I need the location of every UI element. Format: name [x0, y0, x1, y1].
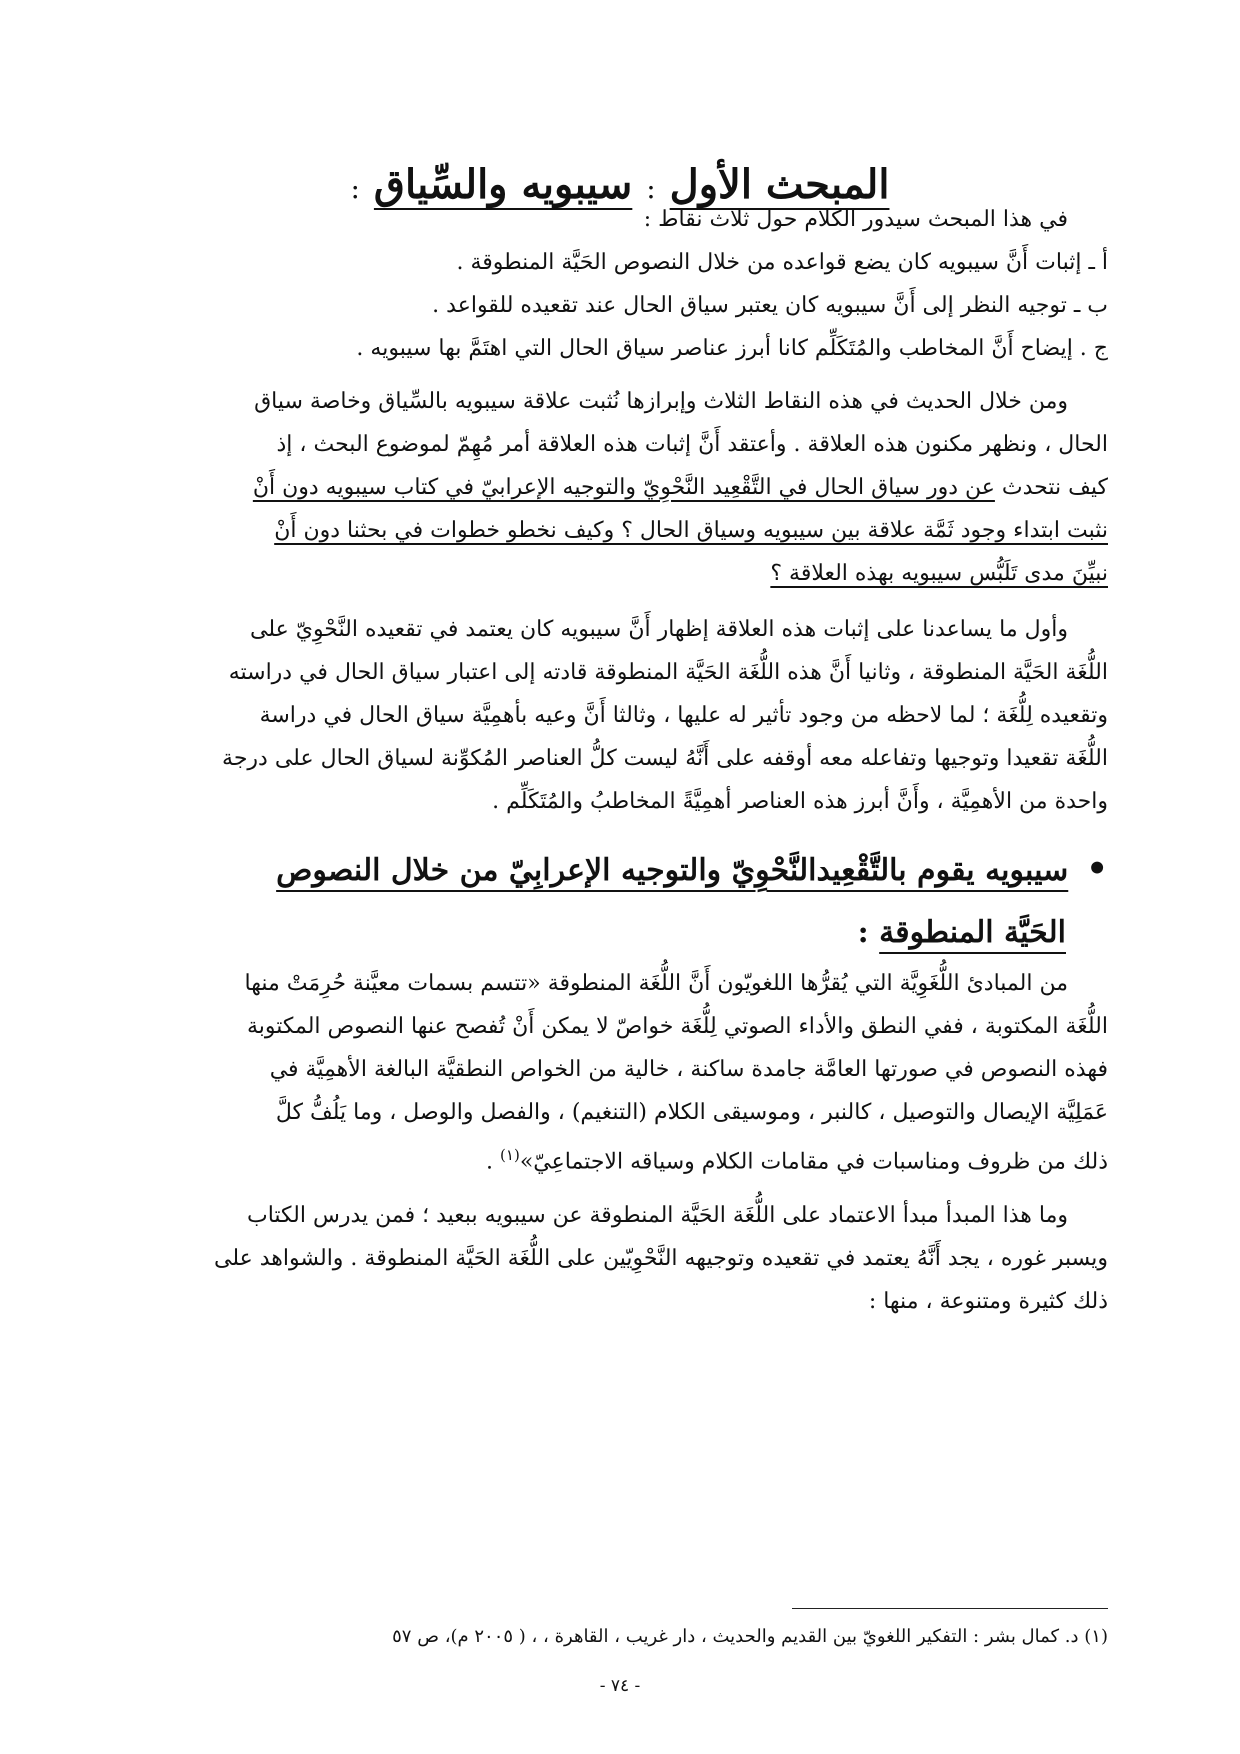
- section-heading-line2: [118, 902, 1108, 964]
- footnote: (١) د. كمال بشر : التفكير اللغويّ بين القديم والحديث ، دار غريب ، القاهرة ، ، ( ٢٠٠٥ م)، ص ٥٧: [392, 1626, 1108, 1647]
- para1-line-underlined: نبيِّنَ مدى تَلَبُّس سيبويه بهذه العلاقة ؟: [770, 561, 1108, 586]
- intro-lead: في هذا المبحث سيدور الكلام حول ثلاث نقاط :: [643, 207, 1068, 232]
- para3-line: اللُّغَة المكتوبة ، ففي النطق والأداء الصوتي لِلُّغَة خواصّ لا يمكن أَنْ تُفصح عنها النصوص المكتوبة: [246, 1014, 1108, 1039]
- section-heading-line1: [118, 838, 1108, 902]
- para4-line: وما هذا المبدأ مبدأ الاعتماد على اللُّغَة الحَيَّة المنطوقة عن سيبويه ببعيد ؛ فمن يدرس الكتاب: [246, 1203, 1068, 1228]
- paragraph-2: [118, 608, 1108, 823]
- para3-line: عَمَلِيَّة الإيصال والتوصيل ، كالنبر ، وموسيقى الكلام (التنغيم) ، والفصل والوصل ، وما يَلُفُّ كلَّ: [275, 1100, 1108, 1125]
- intro-point-a: أ ـ إثبات أَنَّ سيبويه كان يضع قواعده من خلال النصوص الحَيَّة المنطوقة .: [456, 250, 1108, 275]
- para3-line: فهذه النصوص في صورتها العامَّة جامدة ساكنة ، خالية من الخواص النطقيَّة البالغة الأهمِيَّة في: [269, 1057, 1108, 1082]
- intro-point-b: ب ـ توجيه النظر إلى أَنَّ سيبويه كان يعتبر سياق الحال عند تقعيده للقواعد .: [432, 293, 1108, 318]
- page-number: - ٧٤ -: [599, 1676, 641, 1696]
- section-heading-colon: :: [857, 915, 869, 950]
- footnote-divider: [792, 1608, 1108, 1609]
- paragraph-3: [118, 962, 1108, 1183]
- paragraph-1: [118, 380, 1108, 595]
- para1-line: [118, 466, 1108, 509]
- para2-line: وأول ما يساعدنا على إثبات هذه العلاقة إظهار أَنَّ سيبويه كان يعتمد في تقعيده النَّحْوِيّ على: [249, 617, 1068, 642]
- section-heading-text: سيبويه يقوم بالتَّقْعِيدالنَّحْوِيّ والتوجيه الإعرابِيّ من خلال النصوص: [276, 853, 1069, 888]
- para4-line: ويسبر غوره ، يجد أَنَّهُ يعتمد في تقعيده وتوجيهه النَّحْوِيّين على اللُّغَة الحَيَّة المنطوقة . والشواهد على: [214, 1246, 1108, 1271]
- para2-line: واحدة من الأهمِيَّة ، وأَنَّ أبرز هذه العناصر أهمِيَّةً المخاطبُ والمُتَكَلِّم .: [492, 789, 1108, 814]
- para1-line: الحال ، ونظهر مكنون هذه العلاقة . وأعتقد أَنَّ إثبات هذه العلاقة أمر مُهِمّ لموضوع البحث ، إذ: [276, 432, 1108, 457]
- para3-line: من المبادئ اللُّغَوِيَّة التي يُقرُّها اللغويّون أَنَّ اللُّغَة المنطوقة «تتسم بسمات معيَّنة حُرِمَتْ منها: [244, 971, 1068, 996]
- title-end: :: [350, 172, 360, 205]
- title-separator: :: [646, 172, 656, 205]
- para2-line: اللُّغَة الحَيَّة المنطوقة ، وثانيا أَنَّ هذه اللُّغَة الحَيَّة المنطوقة قادته إلى اعتبار سياق الحال في دراسته: [228, 660, 1108, 685]
- para1-line: ومن خلال الحديث في هذه النقاط الثلاث وإبرازها نُثبت علاقة سيبويه بالسِّياق وخاصة سياق: [254, 389, 1068, 414]
- footnote-ref: (١): [500, 1146, 520, 1164]
- para3-line: [118, 1134, 1108, 1183]
- para3-line5-end: .: [486, 1149, 501, 1175]
- intro-block: [118, 198, 1108, 370]
- section-heading: [118, 838, 1108, 964]
- para3-line5-text: ذلك من ظروف ومناسبات في مقامات الكلام وسياقه الاجتماعِيّ»: [519, 1149, 1108, 1175]
- para4-line: ذلك كثيرة ومتنوعة ، منها :: [868, 1289, 1108, 1314]
- title-sub: سيبويه والسِّياق: [373, 161, 633, 208]
- intro-point-c: ج . إيضاح أَنَّ المخاطب والمُتَكَلِّم كانا أبرز عناصر سياق الحال التي اهتَمَّ بها سيبويه .: [356, 336, 1108, 361]
- paragraph-4: [118, 1194, 1108, 1323]
- para1-line-underlined: نثبت ابتداء وجود ثَمَّة علاقة بين سيبويه وسياق الحال ؟ وكيف نخطو خطوات في بحثنا دون أَنْ: [274, 518, 1108, 543]
- section-heading-text: الحَيَّة المنطوقة: [879, 915, 1066, 950]
- para2-line: وتقعيده لِلُّغَة ؛ لما لاحظه من وجود تأثير له عليها ، وثالثا أَنَّ وعيه بأهمِيَّة سياق الحال في دراسة: [259, 703, 1108, 728]
- para1-line3-plain: كيف نتحدث: [994, 475, 1108, 500]
- title-main: المبحث الأول: [669, 161, 890, 208]
- para2-line: اللُّغَة تقعيدا وتوجيها وتفاعله معه أوقفه على أَنَّهُ ليست كلُّ العناصر المُكوِّنة لسياق الحال على درجة: [222, 746, 1108, 771]
- bullet-icon: •: [1086, 849, 1108, 889]
- para1-line3-underlined: عن دور سياق الحال في التَّقْعِيد النَّحْوِيّ والتوجيه الإعرابيّ في كتاب سيبويه دون أَنْ: [252, 475, 995, 500]
